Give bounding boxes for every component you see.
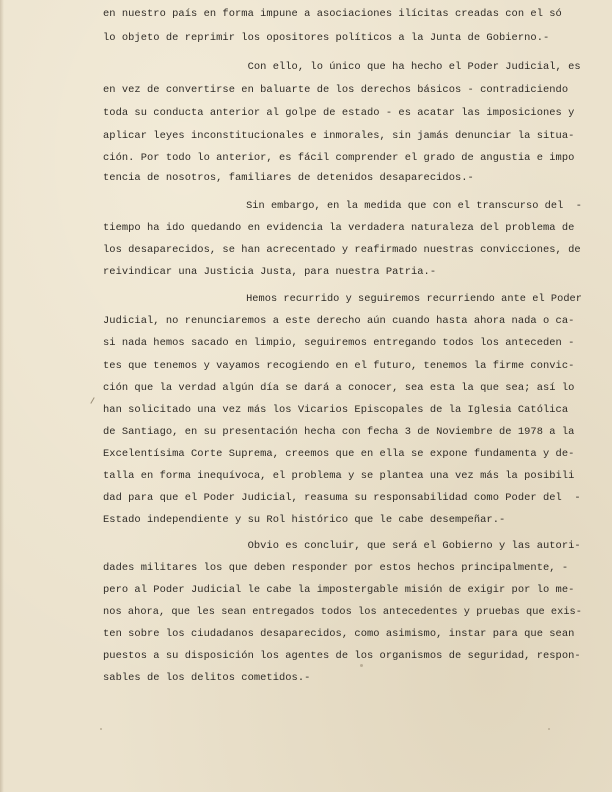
text-line: puestos a su disposición los agentes de los organismos de seguridad, respon- [103,650,581,662]
text-line: toda su conducta anterior al golpe de estado - es acatar las imposiciones y [103,107,575,119]
text-line: aplicar leyes inconstitucionales e inmorales, sin jamás denunciar la situa- [103,130,575,142]
paper-fleck [100,728,102,730]
text-line: si nada hemos sacado en limpio, seguiremos entregando todos los anteceden - [103,337,575,349]
text-line: talla en forma inequívoca, el problema y se plantea una vez más la posibili [103,470,575,482]
text-line: Excelentísima Corte Suprema, creemos que en ella se expone fundamenta y de- [103,448,575,460]
text-line: Estado independiente y su Rol histórico que le cabe desempeñar.- [103,514,506,526]
text-line: Obvio es concluir, que será el Gobierno y las autori- [103,540,581,552]
text-line: reivindicar una Justicia Justa, para nuestra Patria.- [103,266,437,278]
text-line: en nuestro país en forma impune a asociaciones ilícitas creadas con el só [103,8,562,20]
text-line: tiempo ha ido quedando en evidencia la verdadera naturaleza del problema de [103,222,575,234]
text-line: en vez de convertirse en baluarte de los derechos básicos - contradiciendo [103,84,569,96]
text-line: los desaparecidos, se han acrecentado y reafirmado nuestras convicciones, de [103,244,581,256]
text-line: ción que la verdad algún día se dará a conocer, sea esta la que sea; así lo [103,382,575,394]
text-line: sables de los delitos cometidos.- [103,672,311,684]
text-line: de Santiago, en su presentación hecha con fecha 3 de Noviembre de 1978 a la [103,426,575,438]
paper-edge-shadow [0,0,4,792]
text-line: han solicitado una vez más los Vicarios Episcopales de la Iglesia Católica [103,404,569,416]
text-line: Judicial, no renunciaremos a este derecho aún cuando hasta ahora nada o ca- [103,315,575,327]
paper-fleck [548,728,550,730]
text-line: ción. Por todo lo anterior, es fácil comprender el grado de angustia e impo [103,152,575,164]
text-line: ten sobre los ciudadanos desaparecidos, como asimismo, instar para que sean [103,628,575,640]
text-line: pero al Poder Judicial le cabe la impostergable misión de exigir por lo me- [103,584,575,596]
text-line: dades militares los que deben responder por estos hechos principalmente, - [103,562,569,574]
text-line: dad para que el Poder Judicial, reasuma su responsabilidad como Poder del - [103,492,581,504]
text-line: nos ahora, que les sean entregados todos los antecedentes y pruebas que exis- [103,606,582,618]
text-line: Hemos recurrido y seguiremos recurriendo ante el Poder [103,293,582,305]
paper-fleck [360,664,363,667]
margin-mark [90,397,94,404]
text-line: tes que tenemos y vayamos recogiendo en el futuro, tenemos la firme convic- [103,360,575,372]
text-line: Con ello, lo único que ha hecho el Poder Judicial, es [103,61,581,73]
text-line: tencia de nosotros, familiares de detenidos desaparecidos.- [103,172,474,184]
text-line: Sin embargo, en la medida que con el transcurso del - [103,200,582,212]
text-line: lo objeto de reprimir los opositores políticos a la Junta de Gobierno.- [103,32,550,44]
